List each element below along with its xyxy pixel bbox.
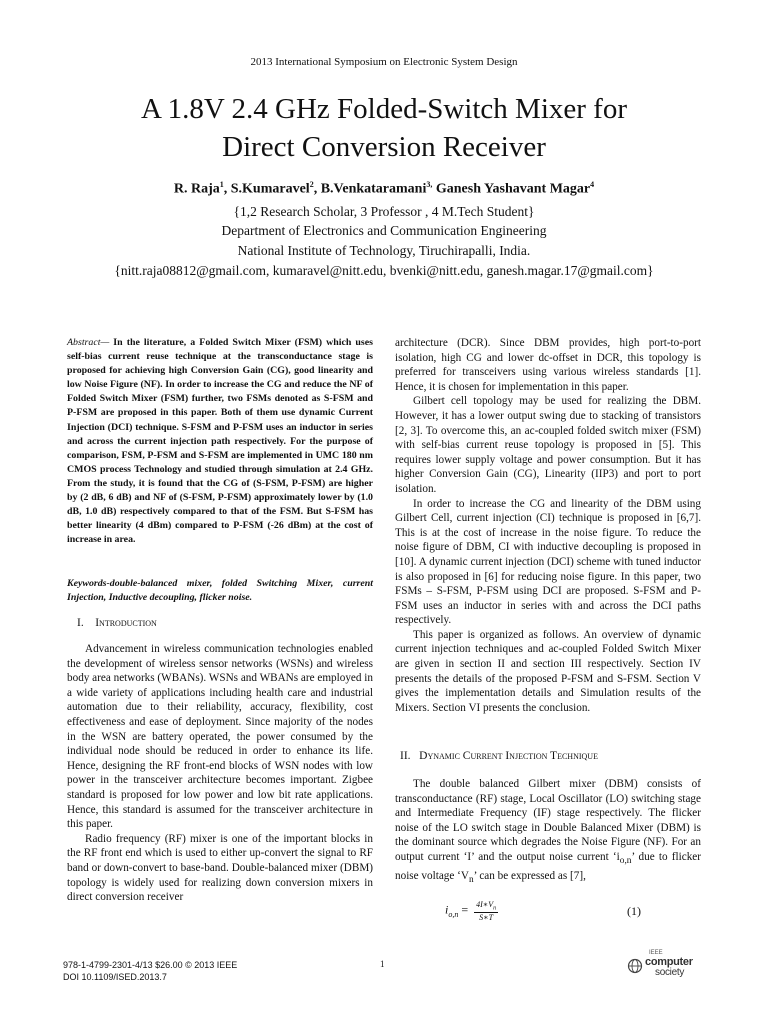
equation-lhs: i: [445, 902, 449, 917]
paragraph-text: The double balanced Gilbert mixer (DBM) consists of transconductance (RF) stage, Local Oscillator (LO) switching stage and Intermediate Frequency (IF) stage respectively. The flicker noise of the LO switch stage in Double Balanced Mixer (DBM) is the dominant source which degrades the Noise Figure (NF). For an output current ‘I’ and the output noise current ‘i: [395, 778, 701, 863]
equation-1: [395, 900, 701, 926]
paper-title: [40, 90, 728, 166]
equation-formula: [445, 900, 498, 922]
author-name: B.Venkataramani: [320, 181, 427, 197]
paragraph: In order to increase the CG and linearity of the DBM using Gilbert Cell, current injection (CI) technique is proposed in [6,7]. This is at the cost of increase in the noise figure. To reduce the noise figure of DBM, CI with inductive decoupling is proposed in [10]. A dynamic current injection (DCI) scheme with tuned inductor is also proposed in [6] for reducing noise figure. In this paper, two FSMs – S-FSM, P-FSM using DCI are proposed. S-FSM and P-FSM uses an inductor in series with and across the DCI paths respectively.: [395, 497, 701, 627]
right-column-body: [395, 336, 701, 715]
section-heading: [77, 617, 157, 629]
section-number: II.: [400, 750, 411, 762]
section2-body: [395, 777, 701, 888]
paragraph-text: ’ due to flicker noise voltage ‘V: [395, 850, 702, 882]
title-line-1: A 1.8V 2.4 GHz Folded-Switch Mixer for: [141, 93, 627, 125]
page-number: 1: [380, 959, 385, 969]
introduction-body: [67, 642, 373, 905]
section-heading: [400, 750, 598, 762]
institute: National Institute of Technology, Tiruchirapalli, India.: [237, 243, 531, 258]
equation-numerator: 4I∗V: [476, 900, 494, 909]
equation-denominator: S∗T: [479, 912, 494, 922]
paragraph: [395, 777, 701, 888]
equation-equals: =: [458, 902, 472, 917]
logo-ieee-text: IEEE: [649, 950, 663, 956]
logo-society-text: society: [655, 967, 685, 978]
paragraph: Radio frequency (RF) mixer is one of the important blocks in the RF front end which is used to either up-convert the signal to RF band or down-convert to base-band. Double-balanced mixer (DBM) topology is widely used for realizing down conversion mixers in direct conversion receiver: [67, 832, 373, 904]
subscript: n: [468, 875, 474, 886]
author-emails: {nitt.raja08812@gmail.com, kumaravel@nitt.edu, bvenki@nitt.edu, ganesh.magar.17@gmail.com}: [114, 263, 654, 278]
author-name: R. Raja: [173, 181, 220, 197]
author-sup: 1: [219, 180, 224, 189]
conference-header: 2013 International Symposium on Electronic System Design: [250, 56, 518, 68]
equation-number: (1): [627, 904, 641, 918]
paragraph: Gilbert cell topology may be used for realizing the DBM. However, it has a lower output swing due to stacking of transistors [2, 3]. To overcome this, an ac-coupled folded switch mixer (FSM) with self-bias current reuse topology is proposed in [5]. This requires lower supply voltage and power consumption. But it has higher Conversion Gain (CG), Linearity (IIP3) and port to port isolation.: [395, 395, 701, 495]
paragraph-text: ’ can be expressed as [7],: [473, 869, 586, 882]
subscript: o,n: [619, 856, 632, 867]
author-name: Ganesh Yashavant Magar: [435, 181, 591, 197]
keywords: Keywords-double-balanced mixer, folded Switching Mixer, current Injection, Inductive decoupling, flicker noise.: [67, 578, 373, 603]
section-number: I.: [77, 617, 84, 629]
doi: DOI 10.1109/ISED.2013.7: [63, 972, 167, 982]
paragraph: This paper is organized as follows. An overview of dynamic current injection techniques and ac-coupled Folded Switch Mixer are given in section II and section III respectively. Section IV presents the details of the proposed P-FSM and S-FSM. Section V gives the implementation details and Simulation results of the Mixers. Section VI presents the conclusion.: [395, 628, 701, 714]
author-list: R. Raja$^1$, S.Kumaravel$^2$, B.Venkataramani$^{3,}$ Ganesh Yashavant Magar$^4$: [173, 180, 595, 197]
abstract: [67, 336, 373, 547]
author-name: S.Kumaravel: [230, 181, 310, 197]
isbn: 978-1-4799-2301-4/13 $26.00 © 2013 IEEE: [63, 960, 238, 970]
title-line-2: Direct Conversion Receiver: [222, 131, 546, 163]
author-sup: 2: [309, 180, 314, 189]
department: Department of Electronics and Communication Engineering: [221, 223, 547, 238]
equation-lhs-sub: o,n: [448, 909, 459, 919]
ieee-computer-society-logo: [627, 950, 727, 982]
section-title: Introduction: [95, 617, 157, 629]
equation-fraction: [474, 900, 498, 922]
paragraph: Advancement in wireless communication technologies enabled the development of wireless sensor networks (WSNs) and wireless body area networks (WBANs). WSNs and WBANs are employed in a wide variety of applications including health care and industrial automation due to their reliability, accuracy, flexibility, cost effectiveness and ease of deployment. Since majority of the nodes in the WSN are battery operated, the power consumed by the individual node should be reduced in order to enhance its life. Hence, designing the RF front-end blocks of WSN nodes with low power in the transceiver architecture becomes important. Zigbee standard is proposed for low power and low bit rate applications. Hence, this standard is assumed for the transceiver architecture in this paper.: [67, 643, 373, 831]
abstract-label: Abstract—: [67, 337, 110, 348]
author-sup: 4: [590, 180, 595, 189]
equation-numerator-sub: n: [493, 905, 497, 912]
abstract-text: In the literature, a Folded Switch Mixer (FSM) which uses self-bias current reuse technique at the transconductance stage is proposed for achieving high Conversion Gain (CG), good linearity and low Noise Figure (NF). In order to increase the CG and reduce the NF of Folded Switch Mixer (FSM) further, two FSMs denoted as S-FSM and P-FSM are proposed in this paper. Both of them use dynamic Current Injection (DCI) technique. S-FSM and P-FSM uses an inductor in series and across the current injection path respectively. For the purpose of comparison, FSM, P-FSM and S-FSM are implemented in UMC 180 nm CMOS process Technology and studied through simulation at 2.4 GHz. From the study, it is found that the CG of (S-FSM, P-FSM) are higher by (2 dB, 6 dB) and NF of (S-FSM, P-FSM) approximately lower by (1.0 dB, 1.0 dB) respectively compared to that of the FSM. But S-FSM has better linearity (4 dBm) compared to P-FSM (-26 dBm) at the cost of increase in area.: [67, 337, 373, 546]
logo-computer-text: computer: [645, 956, 693, 968]
section-title: Dynamic Current Injection Technique: [419, 750, 598, 762]
globe-icon: [627, 958, 643, 974]
footer-copyright: [63, 959, 237, 983]
author-roles: {1,2 Research Scholar, 3 Professor , 4 M.Tech Student}: [233, 204, 535, 219]
paragraph: architecture (DCR). Since DBM provides, high port-to-port isolation, high CG and lower dc-offset in DCR, this topology is preferred for transceivers using various wireless standards [1]. Hence, it is chosen for implementation in this paper.: [395, 337, 701, 393]
author-sup: 3,: [426, 180, 433, 189]
